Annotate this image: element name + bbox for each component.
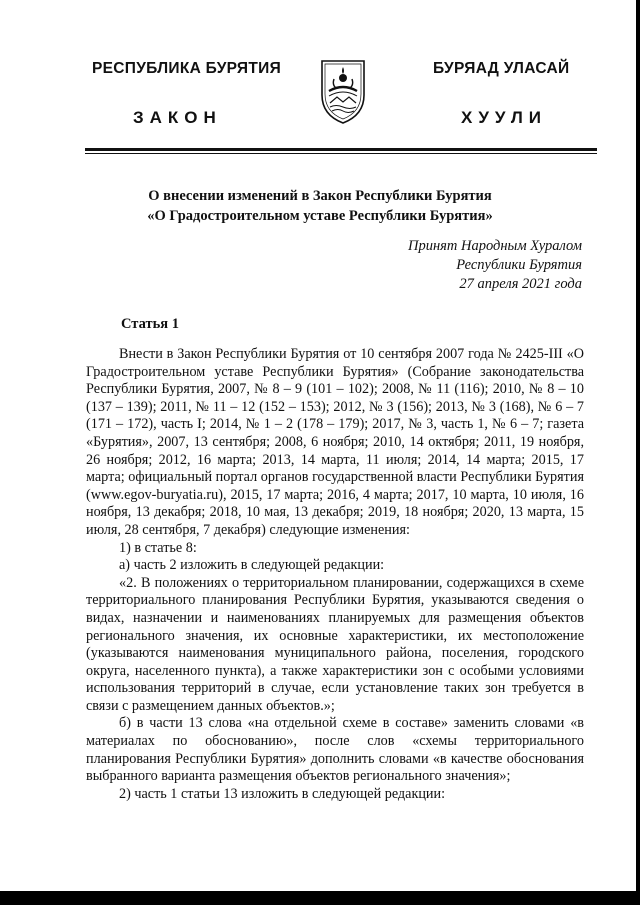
buryatia-coat-of-arms-icon [318,55,368,125]
header-republic-bua: БУРЯАД УЛАСАЙ [433,60,570,77]
header-law-ru: ЗАКОН [133,108,222,127]
paragraph-item-1: 1) в статье 8: [119,539,197,556]
adoption-note [408,237,582,294]
scan-edge-bottom [0,891,640,905]
paragraph-item-1b: б) в части 13 слова «на отдельной схеме в составе» заменить словами «в материалах по обоснованию», после слов «схемы территориального планирования Республики Бурятия» дополнить словами «в качестве обоснования выбранного варианта размещения объектов регионального значения»; [86,715,584,785]
article-body [86,346,584,803]
law-title-line-1: О внесении изменений в Закон Республики Бурятия [148,188,492,204]
adoption-note-line-2: Республики Бурятия [456,257,582,273]
header-republic-ru: РЕСПУБЛИКА БУРЯТИЯ [92,60,282,77]
law-title [0,186,640,226]
adoption-note-line-1: Принят Народным Хуралом [407,238,582,254]
header-law-bua: ХУУЛИ [461,108,547,127]
law-title-line-2: «О Градостроительном уставе Республики Бурятия» [147,208,493,224]
header-rule-thin [85,153,597,154]
scan-edge-right [636,0,640,905]
paragraph-intro: Внести в Закон Республики Бурятия от 10 сентября 2007 года № 2425-III «О Градостроительном уставе Республики Бурятия» (Собрание законодательства Республики Бурятия, 2007, № 8 – 9 (101 – 102); 2008, № 11 (116); 2010, № 8 – 10 (137 – 139); 2011, № 11 – 12 (152 – 153); 2012, № 3 (156); 2013, № 3 (168), № 6 – 7 (171 – 172), часть I; 2014, № 1 – 2 (178 – 179); 2017, № 3, часть 1, № 6 – 7; газета «Бурятия», 2007, 13 сентября; 2008, 6 ноября; 2010, 14 октября; 2011, 19 ноября, 26 ноября; 2012, 16 марта; 2013, 14 марта, 11 июля; 2014, 14 марта; 2015, 17 марта; официальный портал органов государственной власти Республики Бурятия (www.egov-buryatia.ru), 2015, 17 марта; 2016, 4 марта; 2017, 10 марта, 10 июля, 16 ноября, 13 декабря; 2018, 10 мая, 13 декабря; 2019, 18 ноября; 2020, 13 марта, 15 июля, 28 сентября, 7 декабря) следующие изменения: [86,346,584,538]
paragraph-item-2: 2) часть 1 статьи 13 изложить в следующей редакции: [119,785,446,802]
paragraph-item-1a: а) часть 2 изложить в следующей редакции: [119,557,385,574]
paragraph-quote-part-2: «2. В положениях о территориальном планировании, содержащихся в схеме территориального планирования Республики Бурятия, указываются сведения о видах, назначении и наименованиях планируемых для размещения объектов регионального значения, их основные характеристики, их местоположение (указываются наименования муниципального района, поселения, городского округа, населенного пункта), а также характеристики зон с особыми условиями использования территорий в случае, если установление таких зон требуется в связи с размещением данных объектов.»; [86,574,584,714]
header-rule-thick [85,148,597,151]
adoption-date: 27 апреля 2021 года [459,276,582,292]
article-heading: Статья 1 [121,316,179,332]
